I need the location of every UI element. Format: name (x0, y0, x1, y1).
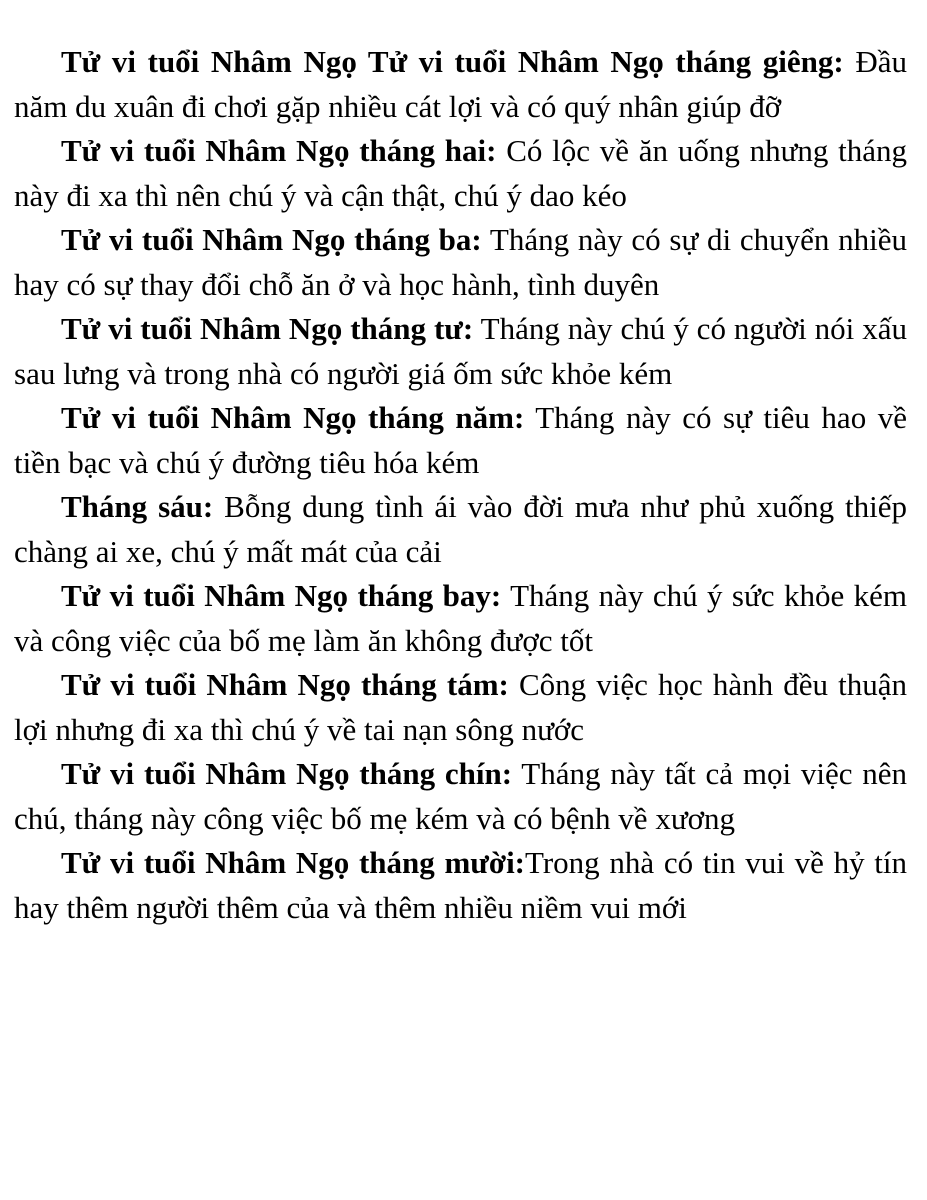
paragraph-thang-bay (14, 574, 907, 663)
paragraph-title: Tử vi tuổi Nhâm Ngọ tháng ba: (61, 222, 482, 257)
paragraph-title: Tử vi tuổi Nhâm Ngọ Tử vi tuổi Nhâm Ngọ tháng giêng: (61, 44, 844, 79)
paragraph-title: Tử vi tuổi Nhâm Ngọ tháng tám: (61, 667, 509, 702)
paragraph-thang-chin (14, 752, 907, 841)
paragraph-title: Tử vi tuổi Nhâm Ngọ tháng mười: (61, 845, 526, 880)
paragraph-thang-tu (14, 307, 907, 396)
paragraph-text: Tháng này có sự tiêu hao về tiền bạc và chú ý đường tiêu hóa kém (14, 400, 907, 480)
paragraph-text: Tháng này chú ý sức khỏe kém và công việc của bố mẹ làm ăn không được tốt (14, 578, 907, 658)
paragraph-title: Tử vi tuổi Nhâm Ngọ tháng bay: (61, 578, 502, 613)
document-page (14, 40, 907, 930)
paragraph-text: Trong nhà có tin vui về hỷ tín hay thêm người thêm của và thêm nhiều niềm vui mới (14, 845, 907, 925)
paragraph-text: Công việc học hành đều thuận lợi nhưng đi xa thì chú ý về tai nạn sông nước (14, 667, 907, 747)
paragraph-thang-ba (14, 218, 907, 307)
paragraph-thang-nam (14, 396, 907, 485)
paragraph-text: Tháng này tất cả mọi việc nên chú, tháng này công việc bố mẹ kém và có bệnh về xương (14, 756, 908, 836)
paragraph-title: Tử vi tuổi Nhâm Ngọ tháng chín: (61, 756, 513, 791)
paragraph-title: Tháng sáu: (61, 489, 214, 524)
paragraph-title: Tử vi tuổi Nhâm Ngọ tháng năm: (61, 400, 525, 435)
paragraph-thang-gieng (14, 40, 907, 129)
paragraph-text: Bỗng dung tình ái vào đời mưa như phủ xuống thiếp chàng ai xe, chú ý mất mát của cải (14, 489, 908, 569)
paragraph-title: Tử vi tuổi Nhâm Ngọ tháng hai: (61, 133, 497, 168)
paragraph-text: Tháng này có sự di chuyển nhiều hay có sự thay đổi chỗ ăn ở và học hành, tình duyên (14, 222, 907, 302)
paragraph-thang-hai (14, 129, 907, 218)
paragraph-text: Đầu năm du xuân đi chơi gặp nhiều cát lợi và có quý nhân giúp đỡ (14, 44, 907, 124)
paragraph-thang-tam (14, 663, 907, 752)
paragraph-title: Tử vi tuổi Nhâm Ngọ tháng tư: (61, 311, 474, 346)
paragraph-thang-muoi (14, 841, 907, 930)
paragraph-text: Tháng này chú ý có người nói xấu sau lưng và trong nhà có người giá ốm sức khỏe kém (14, 311, 908, 391)
paragraph-thang-sau (14, 485, 907, 574)
paragraph-text: Có lộc về ăn uống nhưng tháng này đi xa thì nên chú ý và cận thật, chú ý dao kéo (14, 133, 908, 213)
